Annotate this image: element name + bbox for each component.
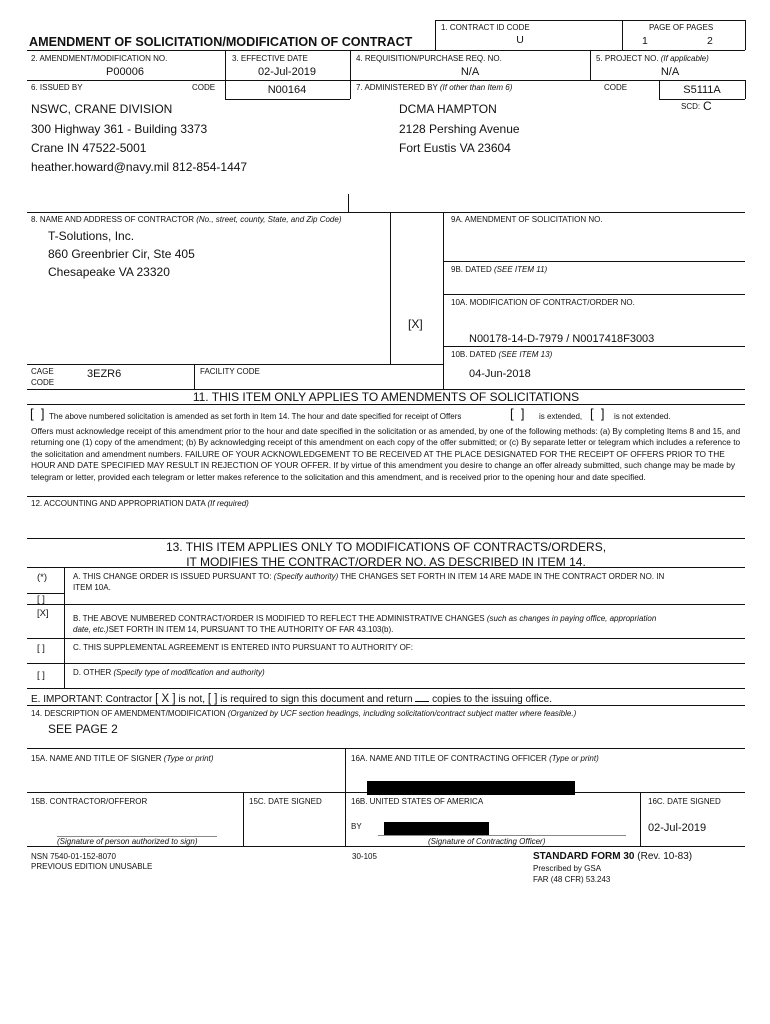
signer-name-label: 15A. NAME AND TITLE OF SIGNER (Type or print) — [31, 754, 214, 763]
item-14-label: 14. DESCRIPTION OF AMENDMENT/MODIFICATION (Organized by UCF section headings, including solicitation/contract subject matter where feasible.) — [31, 709, 577, 718]
rule — [443, 346, 745, 347]
extended-label: is extended, — [539, 412, 583, 421]
rule — [640, 792, 641, 846]
rule — [745, 80, 746, 99]
page-number: 1 — [642, 35, 648, 47]
rule — [27, 705, 745, 706]
item-13a-text-2: ITEM 10A. — [73, 583, 111, 592]
cage-label: CAGE — [31, 367, 54, 376]
officer-date-signed-value[interactable]: 02-Jul-2019 — [648, 822, 707, 834]
rule — [64, 567, 65, 688]
project-no-label: 5. PROJECT NO. (If applicable) — [596, 54, 709, 63]
effective-date-value[interactable]: 02-Jul-2019 — [257, 66, 317, 78]
rule — [225, 99, 350, 100]
rule — [27, 748, 745, 749]
officer-date-signed-label: 16C. DATE SIGNED — [648, 797, 721, 806]
rule — [435, 20, 745, 21]
cage-code-value[interactable]: 3EZR6 — [87, 368, 122, 380]
contract-id-label: 1. CONTRACT ID CODE — [441, 23, 530, 32]
officer-signature-caption: (Signature of Contracting Officer) — [428, 837, 546, 846]
rule — [590, 50, 591, 80]
rule — [622, 20, 623, 50]
rule — [225, 50, 226, 80]
form-title: AMENDMENT OF SOLICITATION/MODIFICATION OF CONTRACT — [29, 35, 413, 49]
project-no-value[interactable]: N/A — [660, 66, 680, 78]
offers-not-extended-checkbox[interactable]: [ ] — [590, 406, 605, 421]
page-total: 2 — [707, 35, 713, 47]
form-number: 30-105 — [352, 852, 377, 861]
offers-extended-checkbox[interactable]: [ ] — [510, 406, 525, 421]
item-10a-label: 10A. MODIFICATION OF CONTRACT/ORDER NO. — [451, 298, 635, 307]
contractor-is-not-checkbox[interactable]: [ X ] — [155, 693, 176, 705]
accounting-data-label: 12. ACCOUNTING AND APPROPRIATION DATA (If required) — [31, 499, 249, 508]
item-13d-text: D. OTHER (Specify type of modification and authority) — [73, 668, 265, 677]
contracting-officer-name-label: 16A. NAME AND TITLE OF CONTRACTING OFFICER (Type or print) — [351, 754, 599, 763]
admin-line-1: DCMA HAMPTON — [399, 102, 497, 116]
item-13-title-line-1: 13. THIS ITEM APPLIES ONLY TO MODIFICATIONS OF CONTRACTS/ORDERS, — [165, 540, 607, 554]
contractor-street: 860 Greenbrier Cir, Ste 405 — [48, 247, 195, 261]
code-label: CODE — [192, 83, 216, 92]
item-10a-checkbox[interactable]: [X] — [408, 317, 423, 331]
rule — [745, 20, 746, 50]
issuer-email-phone: heather.howard@navy.mil 812-854-1447 — [31, 160, 248, 174]
nsn-number: NSN 7540-01-152-8070 — [31, 852, 116, 861]
admin-line-2: 2128 Pershing Avenue — [399, 122, 520, 136]
item-14-description: SEE PAGE 2 — [48, 722, 118, 736]
contractor-city: Chesapeake VA 23320 — [48, 265, 170, 279]
contract-order-no-value[interactable]: N00178-14-D-7979 / N0017418F3003 — [469, 333, 655, 345]
contractor-name: T-Solutions, Inc. — [48, 229, 135, 243]
admin-line-3: Fort Eustis VA 23604 — [399, 141, 511, 155]
standard-form-name: STANDARD FORM 30 (Rev. 10-83) — [533, 851, 693, 862]
rule — [659, 80, 660, 99]
issued-by-label: 6. ISSUED BY — [31, 83, 83, 92]
contractor-signature-caption: (Signature of person authorized to sign) — [57, 837, 198, 846]
rule — [225, 80, 226, 99]
issuer-line-3: Crane IN 47522-5001 — [31, 141, 147, 155]
rule — [27, 638, 745, 639]
item-10b-date-value[interactable]: 04-Jun-2018 — [469, 368, 531, 380]
item-11-instructions: Offers must acknowledge receipt of this amendment prior to the hour and date specified in the solicitation or as amended, by one of the following methods: (a) By completing Items 8 and 15, and returning one (1) copy of the amendment; (b) By acknowledging receipt of this amendment on each copy of the offer submitted; or (c) By separate letter or telegram which includes a reference to the solicitation and amendment numbers. FAILURE OF YOUR ACKNOWLEDGEMENT TO BE RECEIVED AT THE PLACE DESIGNATED FOR THE RECEIPT OF OFFERS PRIOR TO THE HOUR AND DATE SPECIFIED MAY RESULT IN REJECTION OF YOUR OFFER. If by virtue of this amendment you desire to change an offer already submitted, such change may be made by telegram or letter, provided each telegram or letter makes reference to the solicitation and this amendment, and is received prior to the opening hour and date specified. — [31, 426, 741, 482]
rule — [27, 846, 745, 847]
rule — [345, 748, 346, 846]
rule — [443, 212, 444, 389]
rule — [27, 496, 745, 497]
effective-date-label: 3. EFFECTIVE DATE — [232, 54, 308, 63]
rule — [27, 593, 64, 594]
amendment-no-label: 2. AMENDMENT/MODIFICATION NO. — [31, 54, 168, 63]
contractor-date-signed-label: 15C. DATE SIGNED — [249, 797, 322, 806]
rule — [243, 792, 244, 846]
copies-blank[interactable] — [415, 701, 429, 702]
rule — [443, 261, 745, 262]
contractor-is-required-checkbox[interactable]: [ ] — [207, 693, 218, 705]
contract-id-value[interactable]: U — [516, 34, 524, 46]
far-reference: FAR (48 CFR) 53.243 — [533, 875, 611, 884]
rule — [27, 688, 745, 689]
scd-label: SCD: — [681, 102, 701, 111]
rule — [27, 663, 745, 664]
issuer-code-value[interactable]: N00164 — [267, 84, 307, 96]
item-13c-text: C. THIS SUPPLEMENTAL AGREEMENT IS ENTERED INTO PURSUANT TO AUTHORITY OF: — [73, 643, 413, 652]
by-label: BY — [351, 822, 362, 831]
facility-code-label: FACILITY CODE — [200, 367, 260, 376]
rule — [27, 404, 745, 405]
amendment-no-value[interactable]: P00006 — [106, 66, 144, 78]
united-states-label: 16B. UNITED STATES OF AMERICA — [351, 797, 484, 806]
item-13b-checkbox[interactable]: [X] — [37, 608, 49, 619]
item-9b-label: 9B. DATED (SEE ITEM 11) — [451, 265, 548, 274]
item-13d-checkbox[interactable]: [ ] — [37, 670, 45, 681]
issuer-line-2: 300 Highway 361 - Building 3373 — [31, 122, 208, 136]
contractor-offeror-label: 15B. CONTRACTOR/OFFEROR — [31, 797, 148, 806]
requisition-no-label: 4. REQUISITION/PURCHASE REQ. NO. — [356, 54, 502, 63]
rule — [659, 99, 745, 100]
scd-value[interactable]: C — [703, 99, 712, 113]
asterisk-marker: (*) — [37, 572, 48, 583]
solicitation-amended-checkbox[interactable]: [ ] — [30, 406, 45, 421]
item-13c-checkbox[interactable]: [ ] — [37, 643, 45, 654]
cage-label-code: CODE — [31, 378, 55, 387]
rule — [194, 364, 195, 389]
administered-by-label: 7. ADMINISTERED BY (If other than Item 6) — [356, 83, 513, 92]
signature-line — [378, 835, 626, 836]
previous-edition-note: PREVIOUS EDITION UNUSABLE — [31, 862, 153, 871]
rule — [435, 20, 436, 50]
redacted-officer-signature — [384, 822, 489, 835]
rule — [27, 604, 745, 605]
item-13b-text: B. THE ABOVE NUMBERED CONTRACT/ORDER IS MODIFIED TO REFLECT THE ADMINISTRATIVE CHANGES (such as changes in paying office, appropriation — [73, 614, 657, 623]
item-13a-text: A. THIS CHANGE ORDER IS ISSUED PURSUANT TO: (Specify authority) THE CHANGES SET FORTH IN ITEM 14 ARE MADE IN THE CONTRACT ORDER NO. IN — [73, 572, 665, 581]
rule — [27, 50, 745, 51]
rule — [390, 212, 391, 364]
item-13a-checkbox[interactable]: [ ] — [37, 594, 45, 605]
item-9a-label: 9A. AMENDMENT OF SOLICITATION NO. — [451, 215, 603, 224]
page-of-pages-label: PAGE OF PAGES — [649, 23, 714, 32]
rule — [348, 194, 349, 212]
admin-code-value[interactable]: S5111A — [683, 84, 721, 96]
rule — [27, 80, 745, 81]
item-11-title: 11. THIS ITEM ONLY APPLIES TO AMENDMENTS OF SOLICITATIONS — [192, 390, 580, 404]
requisition-no-value[interactable]: N/A — [460, 66, 480, 78]
rule — [27, 212, 745, 213]
item-13b-text-2: date, etc.)SET FORTH IN ITEM 14, PURSUANT TO THE AUTHORITY OF FAR 43.103(b). — [73, 625, 394, 634]
item-10b-label: 10B. DATED (SEE ITEM 13) — [451, 350, 553, 359]
rule — [27, 364, 443, 365]
contractor-label: 8. NAME AND ADDRESS OF CONTRACTOR (No., street, county, State, and Zip Code) — [31, 215, 342, 224]
not-extended-label: is not extended. — [614, 412, 671, 421]
redacted-officer-name — [367, 781, 575, 795]
rule — [443, 294, 745, 295]
item-11-line-1: The above numbered solicitation is amended as set forth in Item 14. The hour and date specified for receipt of Offers — [49, 412, 462, 421]
rule — [27, 538, 745, 539]
important-line: E. IMPORTANT: Contractor [ X ] is not, [ ] is required to sign this document and return copies to the issuing office. — [31, 693, 552, 705]
admin-code-label: CODE — [604, 83, 628, 92]
rule — [350, 50, 351, 99]
item-13-title-line-2: IT MODIFIES THE CONTRACT/ORDER NO. AS DESCRIBED IN ITEM 14. — [186, 555, 586, 569]
prescribed-by: Prescribed by GSA — [533, 864, 602, 873]
issuer-line-1: NSWC, CRANE DIVISION — [31, 102, 173, 116]
